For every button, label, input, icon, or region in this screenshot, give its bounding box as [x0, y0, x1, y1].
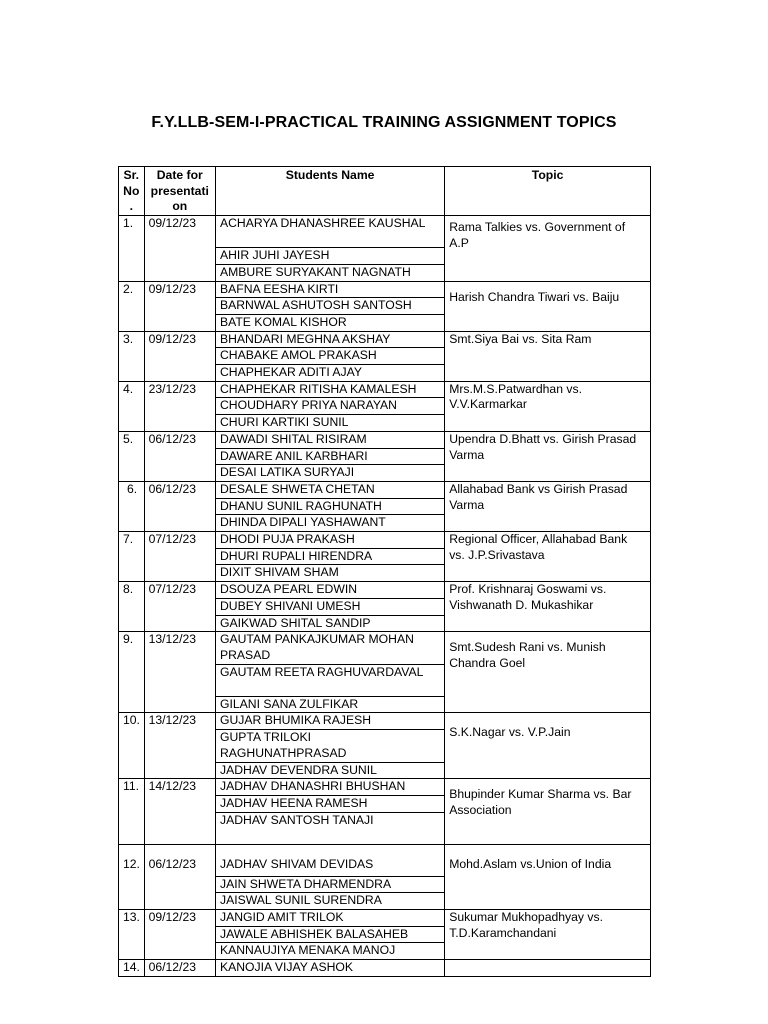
topic-cell: Upendra D.Bhatt vs. Girish Prasad Varma — [445, 431, 651, 481]
table-row — [119, 779, 651, 796]
table-row — [119, 632, 651, 664]
student-name-cell: JAISWAL SUNIL SURENDRA — [216, 893, 445, 910]
topic-cell: Smt.Sudesh Rani vs. Munish Chandra Goel — [445, 632, 651, 713]
header-topic: Topic — [445, 167, 651, 216]
header-date: Date for presentati on — [144, 167, 215, 216]
student-name-cell: ACHARYA DHANASHREE KAUSHAL — [216, 216, 445, 248]
table-row — [119, 216, 651, 248]
sr-no-cell: 11. — [119, 779, 145, 844]
sr-no-cell: 7. — [119, 532, 145, 582]
table-row — [119, 844, 651, 876]
student-name-cell: DHINDA DIPALI YASHAWANT — [216, 515, 445, 532]
student-name-cell: BAFNA EESHA KIRTI — [216, 281, 445, 298]
student-name-cell: GAUTAM REETA RAGHUVARDAVAL — [216, 664, 445, 696]
topic-cell: Harish Chandra Tiwari vs. Baiju — [445, 281, 651, 331]
topic-cell: Regional Officer, Allahabad Bank vs. J.P.Srivastava — [445, 532, 651, 582]
student-name-cell: DAWADI SHITAL RISIRAM — [216, 431, 445, 448]
student-name-cell: GILANI SANA ZULFIKAR — [216, 696, 445, 713]
student-name-cell: BHANDARI MEGHNA AKSHAY — [216, 331, 445, 348]
topic-cell: Mrs.M.S.Patwardhan vs. V.V.Karmarkar — [445, 381, 651, 431]
student-name-cell: JAWALE ABHISHEK BALASAHEB — [216, 926, 445, 943]
table-header-row — [119, 167, 651, 216]
student-name-cell: DIXIT SHIVAM SHAM — [216, 565, 445, 582]
date-cell: 09/12/23 — [144, 281, 215, 331]
topic-cell: Sukumar Mukhopadhyay vs. T.D.Karamchandani — [445, 910, 651, 960]
table-row — [119, 532, 651, 549]
student-name-cell: JADHAV SHIVAM DEVIDAS — [216, 844, 445, 876]
student-name-cell: CHURI KARTIKI SUNIL — [216, 415, 445, 432]
sr-no-cell: 6. — [119, 481, 145, 531]
sr-no-cell: 14. — [119, 960, 145, 977]
sr-no-cell: 13. — [119, 910, 145, 960]
student-name-cell: GAIKWAD SHITAL SANDIP — [216, 615, 445, 632]
student-name-cell: JADHAV SANTOSH TANAJI — [216, 812, 445, 844]
student-name-cell: CHABAKE AMOL PRAKASH — [216, 348, 445, 365]
student-name-cell: BARNWAL ASHUTOSH SANTOSH — [216, 298, 445, 315]
student-name-cell: JADHAV HEENA RAMESH — [216, 795, 445, 812]
sr-no-cell: 3. — [119, 331, 145, 381]
student-name-cell: KANOJIA VIJAY ASHOK — [216, 960, 445, 977]
student-name-cell: JAIN SHWETA DHARMENDRA — [216, 876, 445, 893]
date-cell: 23/12/23 — [144, 381, 215, 431]
student-name-cell: JANGID AMIT TRILOK — [216, 910, 445, 927]
student-name-cell: GUJAR BHUMIKA RAJESH — [216, 713, 445, 730]
header-sr-no: Sr. No . — [119, 167, 145, 216]
table-row — [119, 910, 651, 927]
page-title: F.Y.LLB-SEM-I-PRACTICAL TRAINING ASSIGNMENT TOPICS — [151, 114, 617, 131]
student-name-cell: CHAPHEKAR RITISHA KAMALESH — [216, 381, 445, 398]
sr-no-cell: 9. — [119, 632, 145, 713]
sr-no-cell: 5. — [119, 431, 145, 481]
student-name-cell: DESAI LATIKA SURYAJI — [216, 465, 445, 482]
date-cell: 13/12/23 — [144, 713, 215, 779]
date-cell: 06/12/23 — [144, 481, 215, 531]
student-name-cell: KANNAUJIYA MENAKA MANOJ — [216, 943, 445, 960]
student-name-cell: CHAPHEKAR ADITI AJAY — [216, 365, 445, 382]
topic-cell: Prof. Krishnaraj Goswami vs. Vishwanath D. Mukashikar — [445, 582, 651, 632]
table-row — [119, 960, 651, 977]
date-cell: 09/12/23 — [144, 216, 215, 281]
header-students-name: Students Name — [216, 167, 445, 216]
student-name-cell: GAUTAM PANKAJKUMAR MOHAN PRASAD — [216, 632, 445, 664]
topic-cell: Smt.Siya Bai vs. Sita Ram — [445, 331, 651, 381]
date-cell: 13/12/23 — [144, 632, 215, 713]
topic-cell: S.K.Nagar vs. V.P.Jain — [445, 713, 651, 779]
table-row — [119, 582, 651, 599]
date-cell: 09/12/23 — [144, 331, 215, 381]
topic-cell: Mohd.Aslam vs.Union of India — [445, 844, 651, 909]
topic-cell: Rama Talkies vs. Government of A.P — [445, 216, 651, 281]
student-name-cell: AMBURE SURYAKANT NAGNATH — [216, 264, 445, 281]
table-row — [119, 481, 651, 498]
date-cell: 06/12/23 — [144, 844, 215, 909]
sr-no-cell: 1. — [119, 216, 145, 281]
student-name-cell: AHIR JUHI JAYESH — [216, 248, 445, 265]
table-row — [119, 281, 651, 298]
sr-no-cell: 8. — [119, 582, 145, 632]
student-name-cell: JADHAV DHANASHRI BHUSHAN — [216, 779, 445, 796]
student-name-cell: DHANU SUNIL RAGHUNATH — [216, 498, 445, 515]
date-cell: 07/12/23 — [144, 532, 215, 582]
table-row — [119, 713, 651, 730]
table-row — [119, 381, 651, 398]
sr-no-cell: 12. — [119, 844, 145, 909]
date-cell: 14/12/23 — [144, 779, 215, 844]
table-row — [119, 331, 651, 348]
student-name-cell: DAWARE ANIL KARBHARI — [216, 448, 445, 465]
topic-cell — [445, 960, 651, 977]
table-row — [119, 431, 651, 448]
student-name-cell: DUBEY SHIVANI UMESH — [216, 598, 445, 615]
student-name-cell: DSOUZA PEARL EDWIN — [216, 582, 445, 599]
sr-no-cell: 10. — [119, 713, 145, 779]
date-cell: 09/12/23 — [144, 910, 215, 960]
date-cell: 07/12/23 — [144, 582, 215, 632]
student-name-cell: DHURI RUPALI HIRENDRA — [216, 548, 445, 565]
date-cell: 06/12/23 — [144, 431, 215, 481]
student-name-cell: DESALE SHWETA CHETAN — [216, 481, 445, 498]
student-name-cell: DHODI PUJA PRAKASH — [216, 532, 445, 549]
assignment-table — [118, 166, 651, 977]
student-name-cell: BATE KOMAL KISHOR — [216, 314, 445, 331]
topic-cell: Bhupinder Kumar Sharma vs. Bar Association — [445, 779, 651, 844]
sr-no-cell: 2. — [119, 281, 145, 331]
topic-cell: Allahabad Bank vs Girish Prasad Varma — [445, 481, 651, 531]
student-name-cell: JADHAV DEVENDRA SUNIL — [216, 762, 445, 779]
date-cell: 06/12/23 — [144, 960, 215, 977]
student-name-cell: GUPTA TRILOKI RAGHUNATHPRASAD — [216, 730, 445, 762]
student-name-cell: CHOUDHARY PRIYA NARAYAN — [216, 398, 445, 415]
sr-no-cell: 4. — [119, 381, 145, 431]
